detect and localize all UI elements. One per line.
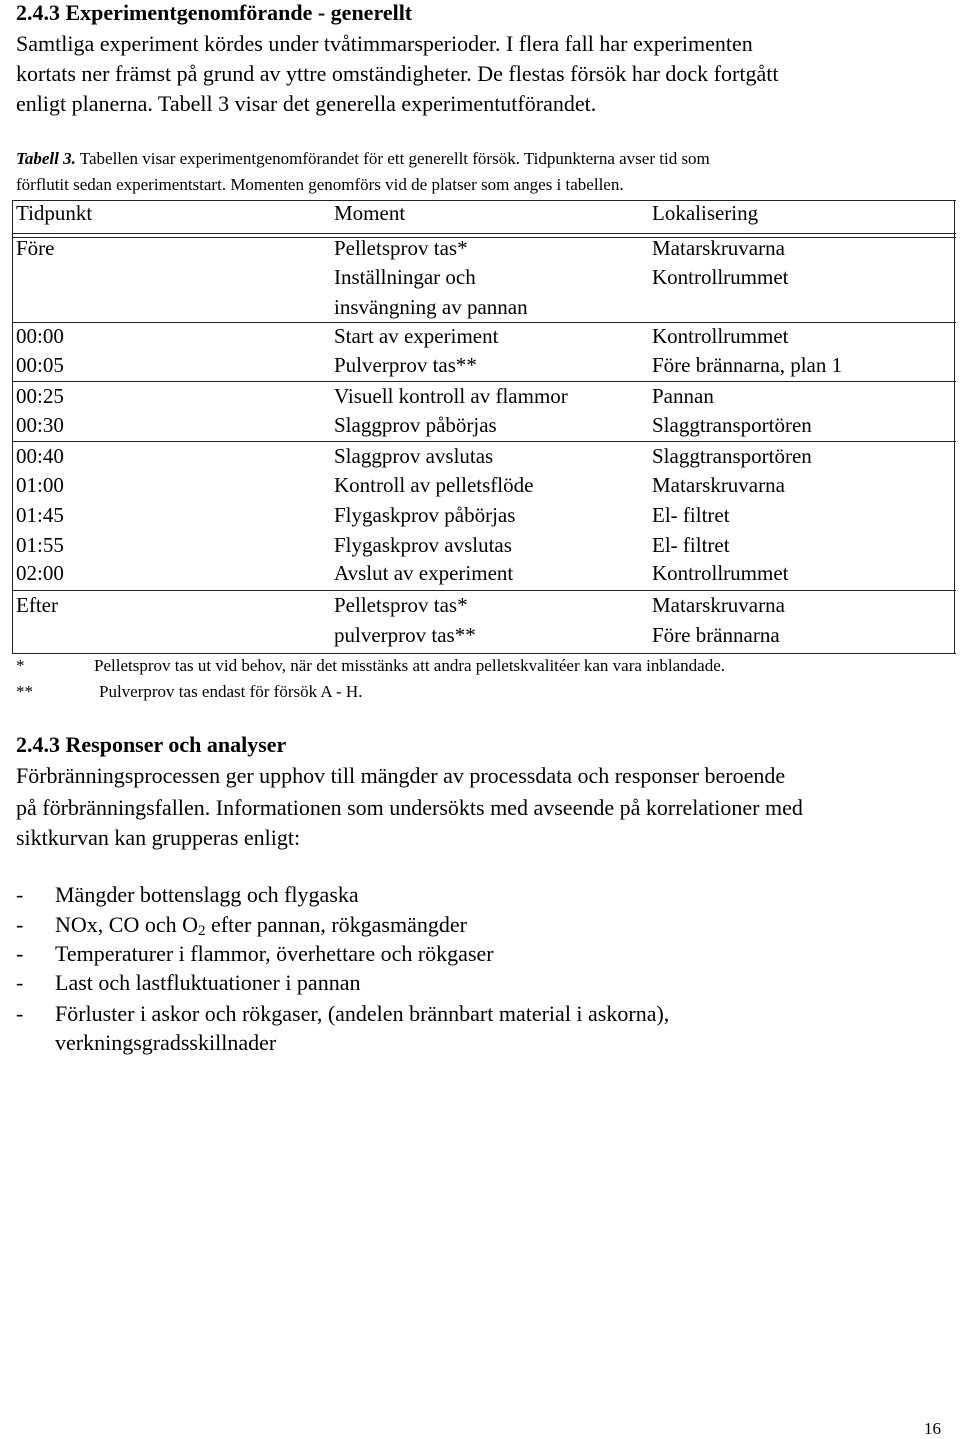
list-item: Temperaturer i flammor, överhettare och rökgaser	[55, 941, 494, 966]
cell-moment: Kontroll av pelletsflöde	[334, 473, 534, 497]
table-left-border	[12, 200, 13, 653]
footnote-text: Pulverprov tas endast för försök A - H.	[99, 682, 363, 701]
page-number: 16	[924, 1419, 941, 1438]
table-header-rule	[12, 233, 956, 234]
cell-moment: Visuell kontroll av flammor	[334, 384, 568, 408]
paragraph-line: på förbränningsfallen. Informationen som undersökts med avseende på korrelationer med	[16, 795, 803, 820]
cell-location: Slaggtransportören	[652, 444, 812, 468]
section-heading-experiment: 2.4.3 Experimentgenomförande - generellt	[16, 0, 413, 25]
section-heading-responses: 2.4.3 Responser och analyser	[16, 732, 287, 757]
list-item	[55, 912, 467, 940]
table-bottom-border	[12, 653, 956, 654]
cell-location: Matarskruvarna	[652, 473, 785, 497]
col-header-time: Tidpunkt	[16, 201, 93, 225]
list-item-text: NOx, CO och O	[55, 912, 198, 937]
list-bullet: -	[16, 970, 24, 995]
list-item: Förluster i askor och rökgaser, (andelen brännbart material i askorna),	[55, 1001, 670, 1026]
list-item-text-after: efter pannan, rökgasmängder	[205, 912, 467, 937]
col-header-location: Lokalisering	[652, 201, 759, 225]
col-header-moment: Moment	[334, 201, 406, 225]
table-row-rule	[12, 322, 956, 323]
cell-location: Slaggtransportören	[652, 413, 812, 437]
cell-location: El- filtret	[652, 503, 730, 527]
cell-time: 00:30	[16, 413, 64, 437]
cell-moment: Flygaskprov avslutas	[334, 533, 512, 557]
cell-time: 01:45	[16, 503, 64, 527]
cell-location: Pannan	[652, 384, 714, 408]
cell-time: 00:05	[16, 353, 64, 377]
cell-moment: Inställningar och	[334, 265, 476, 289]
cell-moment: insvängning av pannan	[334, 295, 528, 319]
cell-moment: Flygaskprov påbörjas	[334, 503, 516, 527]
paragraph-line: enligt planerna. Tabell 3 visar det generella experimentutförandet.	[16, 91, 597, 116]
cell-moment: Avslut av experiment	[334, 561, 514, 585]
cell-moment: Slaggprov påbörjas	[334, 413, 497, 437]
cell-moment: Pelletsprov tas*	[334, 236, 468, 260]
cell-location: Före brännarna, plan 1	[652, 353, 843, 377]
cell-location: Kontrollrummet	[652, 265, 789, 289]
paragraph-line: Samtliga experiment kördes under tvåtimmarsperioder. I flera fall har experimenten	[16, 31, 753, 56]
cell-time: Efter	[16, 593, 58, 617]
list-bullet: -	[16, 941, 24, 966]
table-right-border	[954, 200, 955, 653]
list-bullet: -	[16, 912, 24, 937]
paragraph-line: siktkurvan kan grupperas enligt:	[16, 825, 301, 850]
cell-location: Före brännarna	[652, 623, 780, 647]
cell-time: 01:55	[16, 533, 64, 557]
cell-location: Kontrollrummet	[652, 561, 789, 585]
cell-time: 01:00	[16, 473, 64, 497]
list-bullet: -	[16, 882, 24, 907]
table-header-rule-double	[12, 237, 956, 238]
footnote-text: Pelletsprov tas ut vid behov, när det misstänks att andra pelletskvalitéer kan vara inblandade.	[94, 656, 726, 675]
caption-text-line2: förflutit sedan experimentstart. Momenten genomförs vid de platser som anges i tabellen.	[16, 175, 624, 194]
cell-moment: Slaggprov avslutas	[334, 444, 494, 468]
list-item: Last och lastfluktuationer i pannan	[55, 970, 361, 995]
cell-moment: pulverprov tas**	[334, 623, 476, 647]
cell-location: El- filtret	[652, 533, 730, 557]
footnote-mark: *	[16, 656, 25, 675]
cell-moment: Start av experiment	[334, 324, 499, 348]
paragraph-line: kortats ner främst på grund av yttre omständigheter. De flestas försök har dock fortgått	[16, 61, 779, 86]
caption-label-dot: .	[71, 149, 76, 168]
table-row-rule	[12, 381, 956, 382]
cell-time: 02:00	[16, 561, 64, 585]
cell-moment: Pelletsprov tas*	[334, 593, 468, 617]
list-bullet: -	[16, 1001, 24, 1026]
cell-location: Matarskruvarna	[652, 236, 785, 260]
cell-time: Före	[16, 236, 55, 260]
table-top-border	[12, 200, 956, 201]
list-item: Mängder bottenslagg och flygaska	[55, 882, 359, 907]
cell-location: Matarskruvarna	[652, 593, 785, 617]
caption-label: Tabell 3	[16, 149, 72, 168]
cell-moment: Pulverprov tas**	[334, 353, 477, 377]
caption-text: Tabellen visar experimentgenomförandet för ett generellt försök. Tidpunkterna avser tid som	[79, 149, 710, 168]
footnote-mark: **	[16, 682, 33, 701]
list-item-subscript: 2	[198, 923, 206, 939]
table-caption	[16, 146, 710, 171]
table-row-rule	[12, 441, 956, 442]
cell-time: 00:25	[16, 384, 64, 408]
list-item-continuation: verkningsgradsskillnader	[55, 1030, 277, 1055]
paragraph-line: Förbränningsprocessen ger upphov till mängder av processdata och responser beroende	[16, 763, 786, 788]
cell-time: 00:40	[16, 444, 64, 468]
cell-location: Kontrollrummet	[652, 324, 789, 348]
table-row-rule	[12, 590, 956, 591]
cell-time: 00:00	[16, 324, 64, 348]
